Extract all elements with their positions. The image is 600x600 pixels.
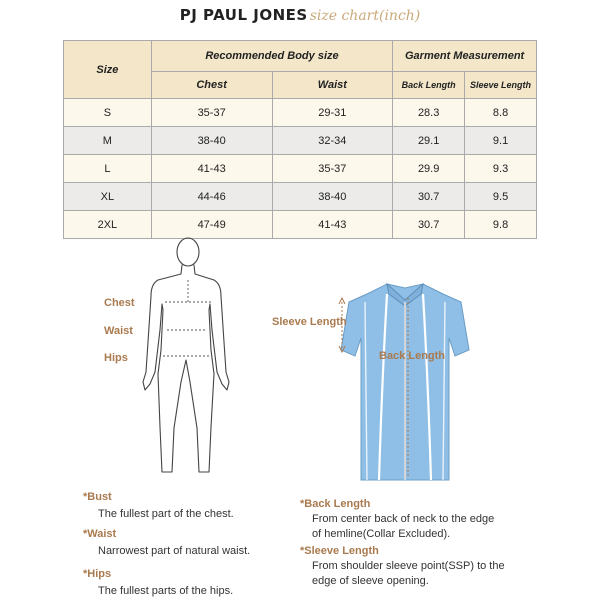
waist-cell: 41-43 — [272, 211, 393, 239]
size-table — [63, 40, 537, 239]
waist-cell: 32-34 — [272, 127, 393, 155]
waist-cell: 29-31 — [272, 99, 393, 127]
waist-definition-text: Narrowest part of natural waist. — [98, 545, 251, 557]
size-cell: L — [64, 155, 152, 183]
table-row — [64, 211, 537, 239]
table-row — [64, 99, 537, 127]
sleeve-length-cell: 9.5 — [465, 183, 537, 211]
chest-label: Chest — [104, 297, 135, 309]
garment-group-header: Garment Measurement — [393, 41, 537, 72]
waist-label: Waist — [104, 325, 133, 337]
back-length-cell: 30.7 — [393, 211, 465, 239]
back-length-cell: 29.9 — [393, 155, 465, 183]
brand-name: PJ PAUL JONES — [179, 6, 308, 24]
hips-definition-title: *Hips — [83, 568, 112, 580]
asterisk: * — [83, 568, 88, 580]
sleeve-length-cell: 9.3 — [465, 155, 537, 183]
size-header: Size — [64, 41, 152, 99]
back-length-definition-line1: From center back of neck to the edge — [312, 513, 495, 525]
hips-label: Hips — [104, 352, 128, 364]
waist-cell: 38-40 — [272, 183, 393, 211]
chest-header: Chest — [151, 72, 272, 99]
sleeve-length-definition-line1: From shoulder sleeve point(SSP) to the — [312, 560, 505, 572]
back-length-cell: 29.1 — [393, 127, 465, 155]
bust-definition-title: *Bust — [83, 491, 112, 503]
sleeve-length-definition-title: *Sleeve Length — [300, 545, 379, 557]
size-cell: S — [64, 99, 152, 127]
back-length-cell: 30.7 — [393, 183, 465, 211]
hips-definition-text: The fullest parts of the hips. — [98, 585, 234, 597]
bust-definition-text: The fullest part of the chest. — [98, 508, 234, 520]
chart-subtitle: size chart(inch) — [309, 8, 421, 24]
back-length-definition-line2: of hemline(Collar Excluded). — [312, 528, 451, 540]
waist-header: Waist — [272, 72, 393, 99]
chest-cell: 38-40 — [151, 127, 272, 155]
sleeve-length-cell: 9.8 — [465, 211, 537, 239]
back-length-cell: 28.3 — [393, 99, 465, 127]
sleeve-length-header: Sleeve Length — [465, 72, 537, 99]
shirt-illustration — [335, 280, 475, 485]
chest-cell: 35-37 — [151, 99, 272, 127]
size-cell: M — [64, 127, 152, 155]
waist-definition-title: *Waist — [83, 528, 117, 540]
asterisk: * — [83, 528, 88, 540]
chest-cell: 41-43 — [151, 155, 272, 183]
sleeve-length-definition-line2: edge of sleeve opening. — [312, 575, 429, 587]
chart-title — [0, 6, 600, 30]
waist-cell: 35-37 — [272, 155, 393, 183]
sleeve-length-cell: 9.1 — [465, 127, 537, 155]
back-length-header: Back Length — [393, 72, 465, 99]
sleeve-length-label: Sleeve Length — [272, 316, 347, 328]
body-outline-figure — [136, 232, 286, 482]
asterisk: * — [300, 498, 305, 510]
table-row — [64, 127, 537, 155]
table-row — [64, 183, 537, 211]
asterisk: * — [300, 545, 305, 557]
chest-cell: 44-46 — [151, 183, 272, 211]
back-length-label: Back Length — [379, 350, 446, 362]
asterisk: * — [83, 491, 88, 503]
size-cell: 2XL — [64, 211, 152, 239]
chest-cell: 47-49 — [151, 211, 272, 239]
back-length-definition-title: *Back Length — [300, 498, 371, 510]
body-size-group-header: Recommended Body size — [151, 41, 392, 72]
sleeve-length-cell: 8.8 — [465, 99, 537, 127]
size-cell: XL — [64, 183, 152, 211]
table-row — [64, 155, 537, 183]
